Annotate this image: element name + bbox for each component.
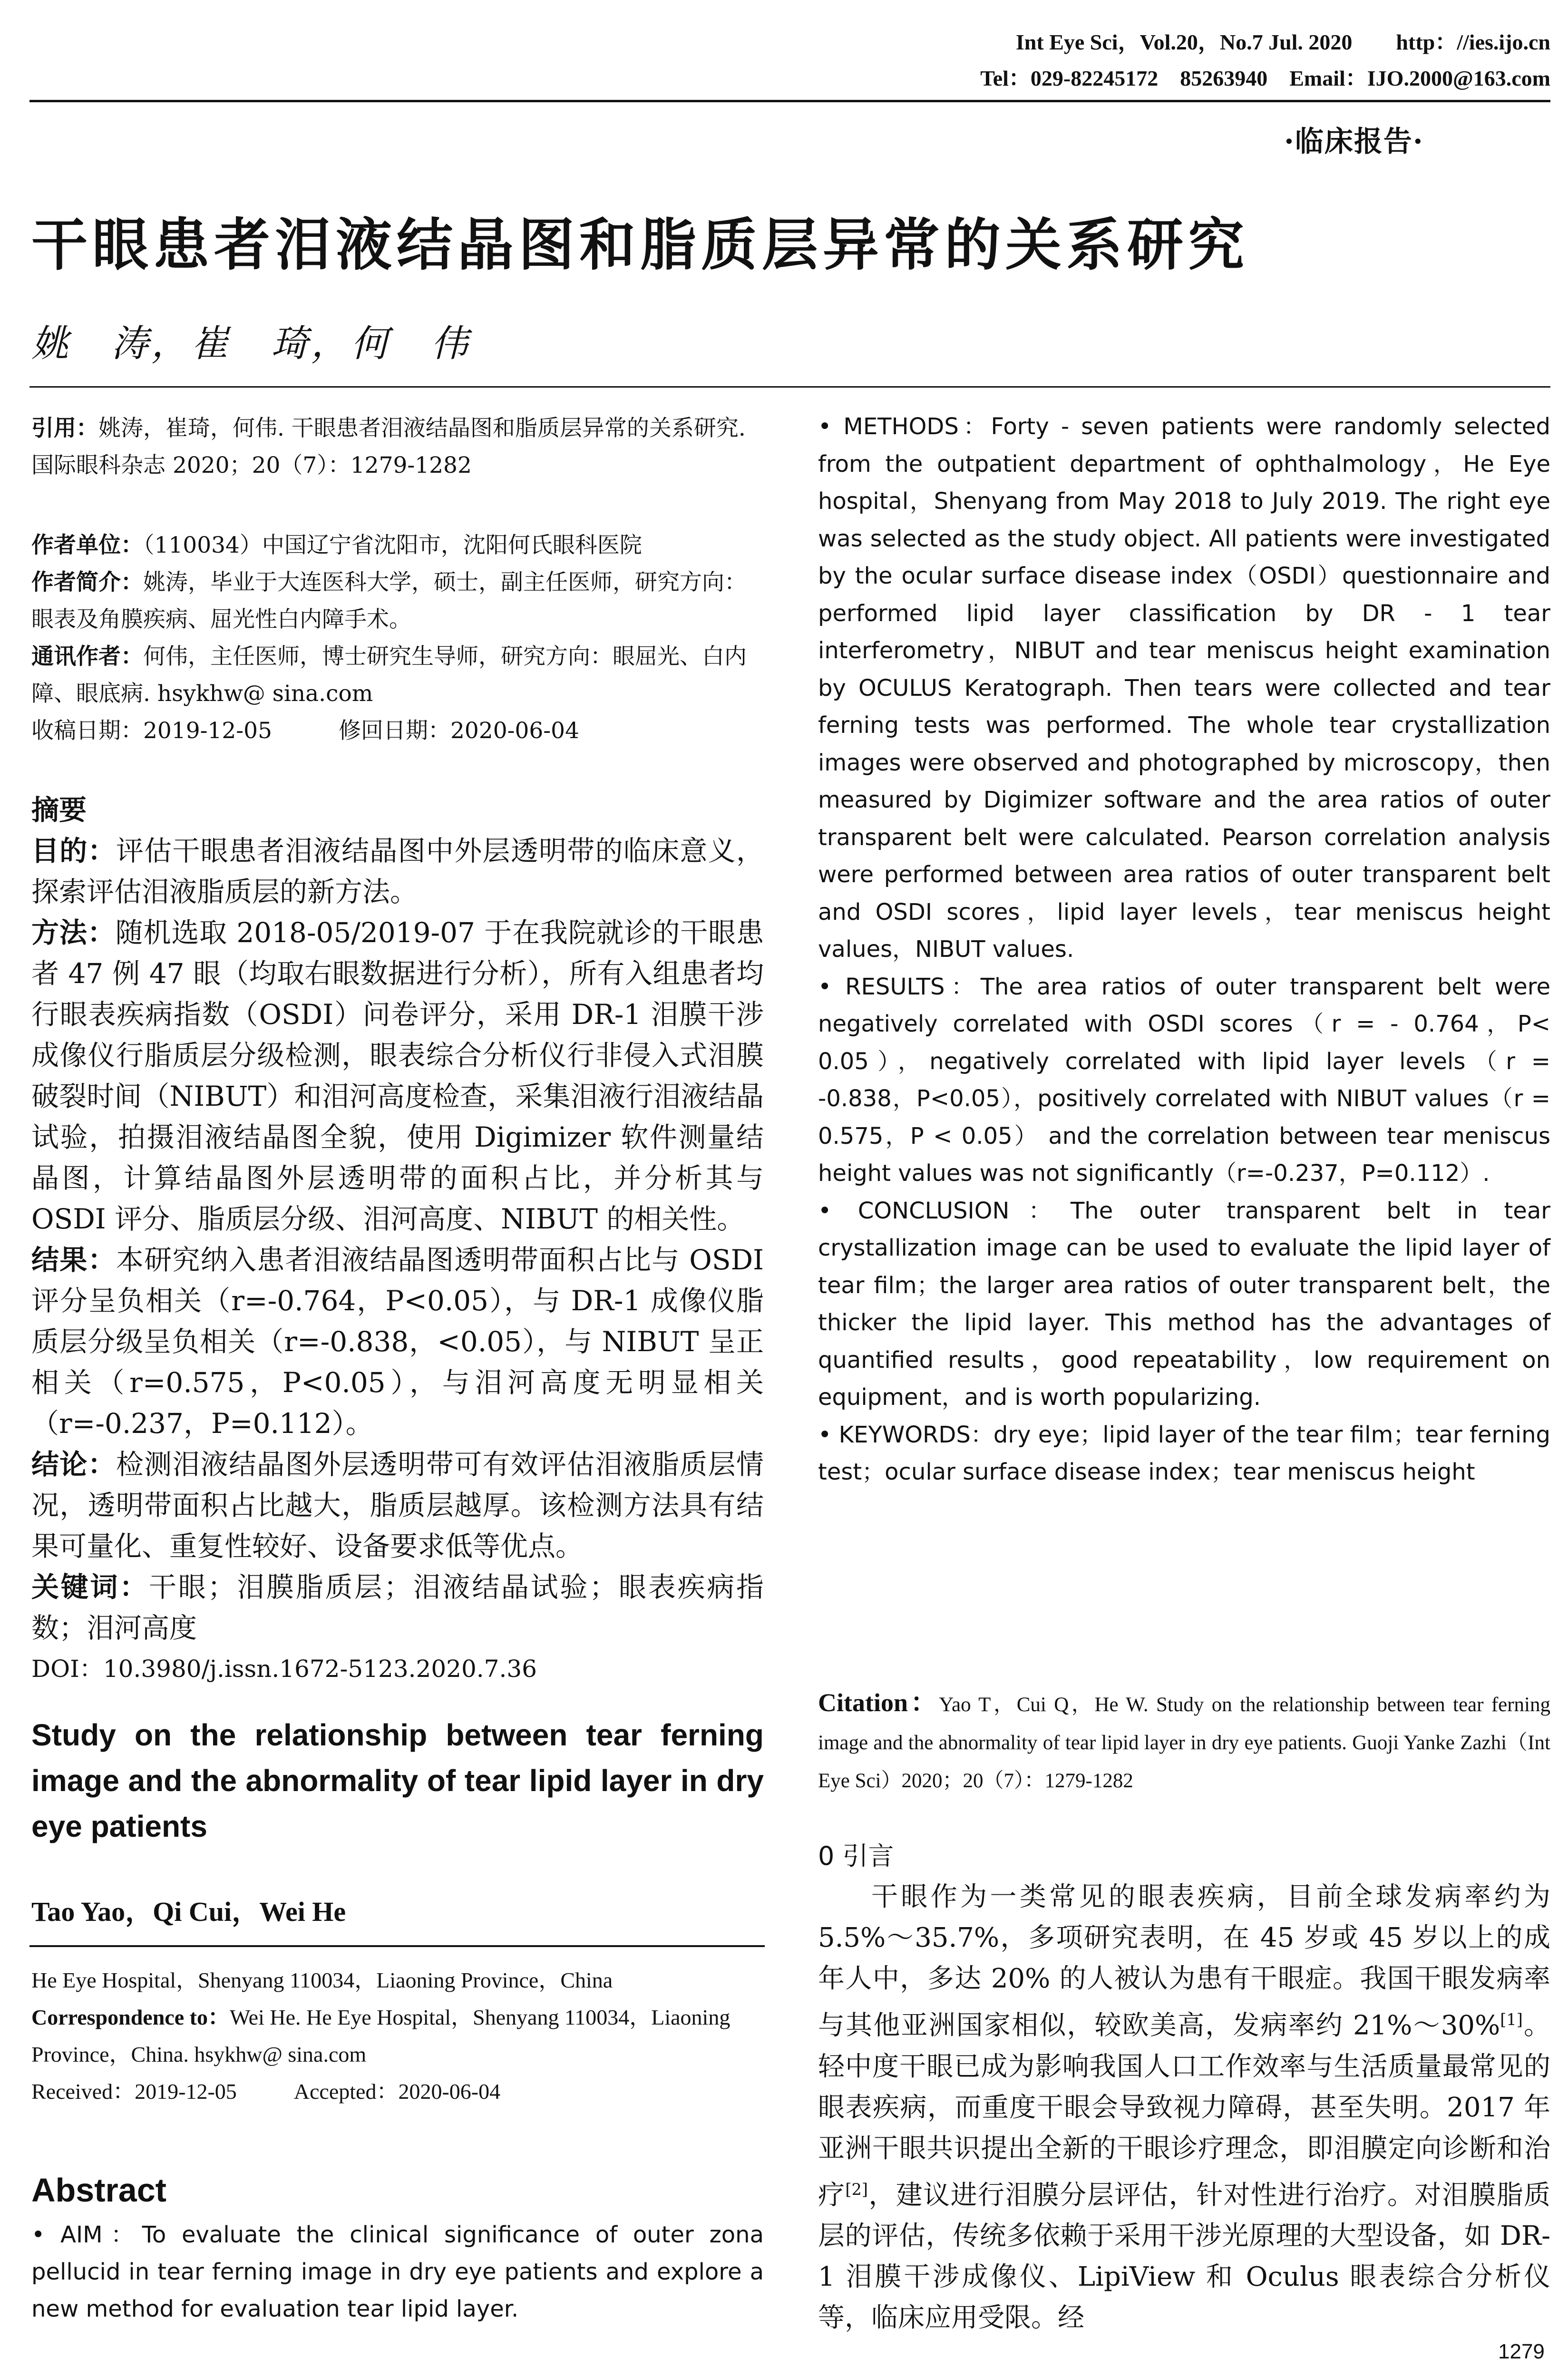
abstract-zh-head: 摘要 bbox=[31, 794, 87, 826]
intro-text-1: 干眼作为一类常见的眼表疾病，目前全球发病率约为 5.5%～35.7%，多项研究表明，在 45 岁或 45 岁以上的成年人中，多达 20% 的人被认为患有干眼症。我国干眼发病率与其他亚洲国家相似，较欧美高，发病率约 21%～30% bbox=[818, 1881, 1550, 2041]
affiliation-line: He Eye Hospital，Shenyang 110034，Liaoning Province，China bbox=[31, 1968, 613, 1992]
intro-body bbox=[818, 1877, 1550, 2338]
author-unit bbox=[31, 527, 764, 564]
correspondence-en bbox=[31, 1999, 764, 2073]
author-corr-label: 通讯作者： bbox=[31, 643, 143, 670]
aim-zh-label: 目的： bbox=[31, 835, 116, 867]
dates-zh bbox=[31, 712, 764, 750]
citation-zh bbox=[31, 410, 764, 484]
results-en: • RESULTS：The area ratios of outer transparent belt were negatively correlated with OSDI scores（r = - 0.764，P< 0.05），negatively correlated with lipid layer levels（r = -0.838，P<0.05），positively correlated with NIBUT values（r = 0.575，P < 0.05） and the correlation between tear meniscus height values was not significantly（r=-0.237，P=0.112）. bbox=[818, 973, 1550, 1187]
authors-en: Tao Yao，Qi Cui，Wei He bbox=[31, 1896, 346, 1927]
abstract-en-head: Abstract bbox=[31, 2172, 166, 2209]
conclusion-en: • CONCLUSION：The outer transparent belt in tear crystallization image can be used to evaluate the lipid layer of tear film；the larger area ratios of outer transparent belt，the thicker the lipid layer. This method has the advantages of quantified results，good repeatability，low requirement on equipment，and is worth popularizing. bbox=[818, 1197, 1550, 1411]
section-tag: ·临床报告· bbox=[1284, 125, 1424, 158]
methods-zh-text: 随机选取 2018-05/2019-07 于在我院就诊的干眼患者 47 例 47 眼（均取右眼数据进行分析），所有入组患者均行眼表疾病指数（OSDI）问卷评分，采用 DR-1 泪膜干涉成像仪行脂质层分级检测，眼表综合分析仪行非侵入式泪膜破裂时间（NIBUT）和泪河高度检查，采集泪液行泪液结晶试验，拍摄泪液结晶图全貌，使用 Digimizer 软件测量结晶图，计算结晶图外层透明带的面积占比，并分析其与 OSDI 评分、脂质层分级、泪河高度、NIBUT 的相关性。 bbox=[31, 916, 764, 1235]
aim-zh-text: 评估干眼患者泪液结晶图中外层透明带的临床意义，探索评估泪液脂质层的新方法。 bbox=[31, 835, 764, 908]
results-zh-label: 结果： bbox=[31, 1244, 116, 1276]
methods-en: • METHODS：Forty - seven patients were randomly selected from the outpatient department of ophthalmology，He Eye hospital，Shenyang from May 2018 to July 2019. The right eye was selected as the study object. All patients were investigated by the ocular surface disease index（OSDI）questionnaire and performed lipid layer classification by DR - 1 tear interferometry，NIBUT and tear meniscus height examination by OCULUS Keratograph. Then tears were collected and tear ferning tests was performed. The whole tear crystallization images were observed and photographed by microscopy，then measured by Digimizer software and the area ratios of outer transparent belt were calculated. Pearson correlation analysis were performed between area ratios of outer transparent belt and OSDI scores，lipid layer levels，tear meniscus height values，NIBUT values. bbox=[818, 413, 1550, 963]
keywords-zh-text: 干眼；泪膜脂质层；泪液结晶试验；眼表疾病指数；泪河高度 bbox=[31, 1571, 764, 1644]
intro-text-3: ，建议进行泪膜分层评估，针对性进行治疗。对泪膜脂质层的评估，传统多依赖于采用干涉光原理的大型设备，如 DR-1 泪膜干涉成像仪、LipiView 和 Oculus 眼表综合分析仪等，临床应用受限。经 bbox=[818, 2180, 1551, 2334]
conclusion-zh-label: 结论： bbox=[31, 1448, 116, 1481]
revised-zh: 修回日期：2020-06-04 bbox=[338, 718, 579, 744]
author-unit-text: （110034）中国辽宁省沈阳市，沈阳何氏眼科医院 bbox=[143, 532, 642, 558]
title-rule bbox=[29, 386, 1550, 388]
intro-text-2: 。轻中度干眼已成为影响我国人口工作效率与生活质量最常见的眼表疾病，而重度干眼会导致视力障碍，甚至失明。2017 年亚洲干眼共识提出全新的干眼诊疗理念，即泪膜定向诊断和治疗 bbox=[818, 2010, 1551, 2211]
author-bio-text: 姚涛，毕业于大连医科大学，硕士，副主任医师，研究方向：眼表及角膜疾病、屈光性白内障手术。 bbox=[31, 569, 747, 633]
abstract-en-aim: • AIM：To evaluate the clinical significance of outer zona pellucid in tear ferning image in dry eye patients and explore a new method for evaluation tear lipid layer. bbox=[31, 2221, 764, 2322]
methods-zh-label: 方法： bbox=[31, 916, 116, 949]
received-zh: 收稿日期：2019-12-05 bbox=[31, 718, 272, 744]
page-number: 1279 bbox=[1498, 2340, 1545, 2363]
keywords-en: • KEYWORDS：dry eye；lipid layer of the tear film；tear ferning test；ocular surface disease index；tear meniscus height bbox=[818, 1421, 1550, 1485]
author-corr bbox=[31, 638, 764, 712]
title-zh: 干眼患者泪液结晶图和脂质层异常的关系研究 bbox=[31, 212, 1249, 278]
received-en: Received：2019-12-05 bbox=[31, 2079, 237, 2104]
conclusion-zh-text: 检测泪液结晶图外层透明带可有效评估泪液脂质层情况，透明带面积占比越大，脂质层越厚。该检测方法具有结果可量化、重复性较好、设备要求低等优点。 bbox=[31, 1448, 764, 1562]
authors-en-rule bbox=[29, 1945, 765, 1947]
author-bio-label: 作者简介： bbox=[31, 569, 143, 595]
results-zh-text: 本研究纳入患者泪液结晶图透明带面积占比与 OSDI 评分呈负相关（r=-0.764，P<0.05），与 DR-1 成像仪脂质层分级呈负相关（r=-0.838，<0.05），与 NIBUT 呈正相关（r=0.575，P<0.05），与泪河高度无明显相关（r=-0.237，P=0.112）。 bbox=[31, 1244, 764, 1440]
author-bio bbox=[31, 564, 764, 638]
intro-head: 0 引言 bbox=[818, 1841, 894, 1871]
doi: DOI：10.3980/j.issn.1672-5123.2020.7.36 bbox=[31, 1655, 537, 1683]
journal-header-line2: Tel：029-82245172 85263940 Email：IJO.2000@163.com bbox=[980, 66, 1550, 90]
author-info bbox=[31, 527, 764, 750]
correspondence-label: Correspondence to： bbox=[31, 2005, 230, 2029]
citation-zh-label: 引用： bbox=[31, 415, 98, 441]
title-en: Study on the relationship between tear ferning image and the abnormality of tear lipid layer in dry eye patients bbox=[31, 1718, 764, 1843]
citation-zh-text: 姚涛，崔琦，何伟. 干眼患者泪液结晶图和脂质层异常的关系研究.国际眼科杂志 2020；20（7）：1279-1282 bbox=[31, 415, 746, 478]
abstract-zh bbox=[31, 789, 764, 1689]
keywords-zh-label: 关键词： bbox=[31, 1571, 149, 1603]
ref-2[interactable]: [2] bbox=[845, 2180, 868, 2199]
correspondence-text: Wei He. He Eye Hospital，Shenyang 110034，Liaoning Province，China. hsykhw@ sina.com bbox=[31, 2005, 730, 2066]
author-corr-text: 何伟，主任医师，博士研究生导师，研究方向：眼屈光、白内障、眼底病. hsykhw@ sina.com bbox=[31, 643, 747, 707]
citation-en-label: Citation： bbox=[818, 1688, 939, 1717]
citation-en-text: Yao T，Cui Q，He W. Study on the relationship between tear ferning image and the abnormality of tear lipid layer in dry eye patients. Guoji Yanke Zazhi（Int Eye Sci）2020；20（7）：1279-1282 bbox=[818, 1694, 1550, 1792]
dates-en bbox=[31, 2073, 764, 2110]
affiliation-en bbox=[31, 1962, 764, 2110]
authors-zh: 姚 涛，崔 琦，何 伟 bbox=[31, 322, 471, 365]
header-rule bbox=[29, 100, 1550, 102]
author-unit-label: 作者单位： bbox=[31, 532, 143, 558]
abstract-en-continued bbox=[818, 408, 1550, 1491]
ref-1[interactable]: [1] bbox=[1500, 2010, 1523, 2029]
accepted-en: Accepted：2020-06-04 bbox=[293, 2079, 501, 2104]
journal-header-line1: Int Eye Sci，Vol.20，No.7 Jul. 2020 http：//ies.ijo.cn bbox=[1015, 30, 1550, 54]
citation-en bbox=[818, 1684, 1550, 1800]
